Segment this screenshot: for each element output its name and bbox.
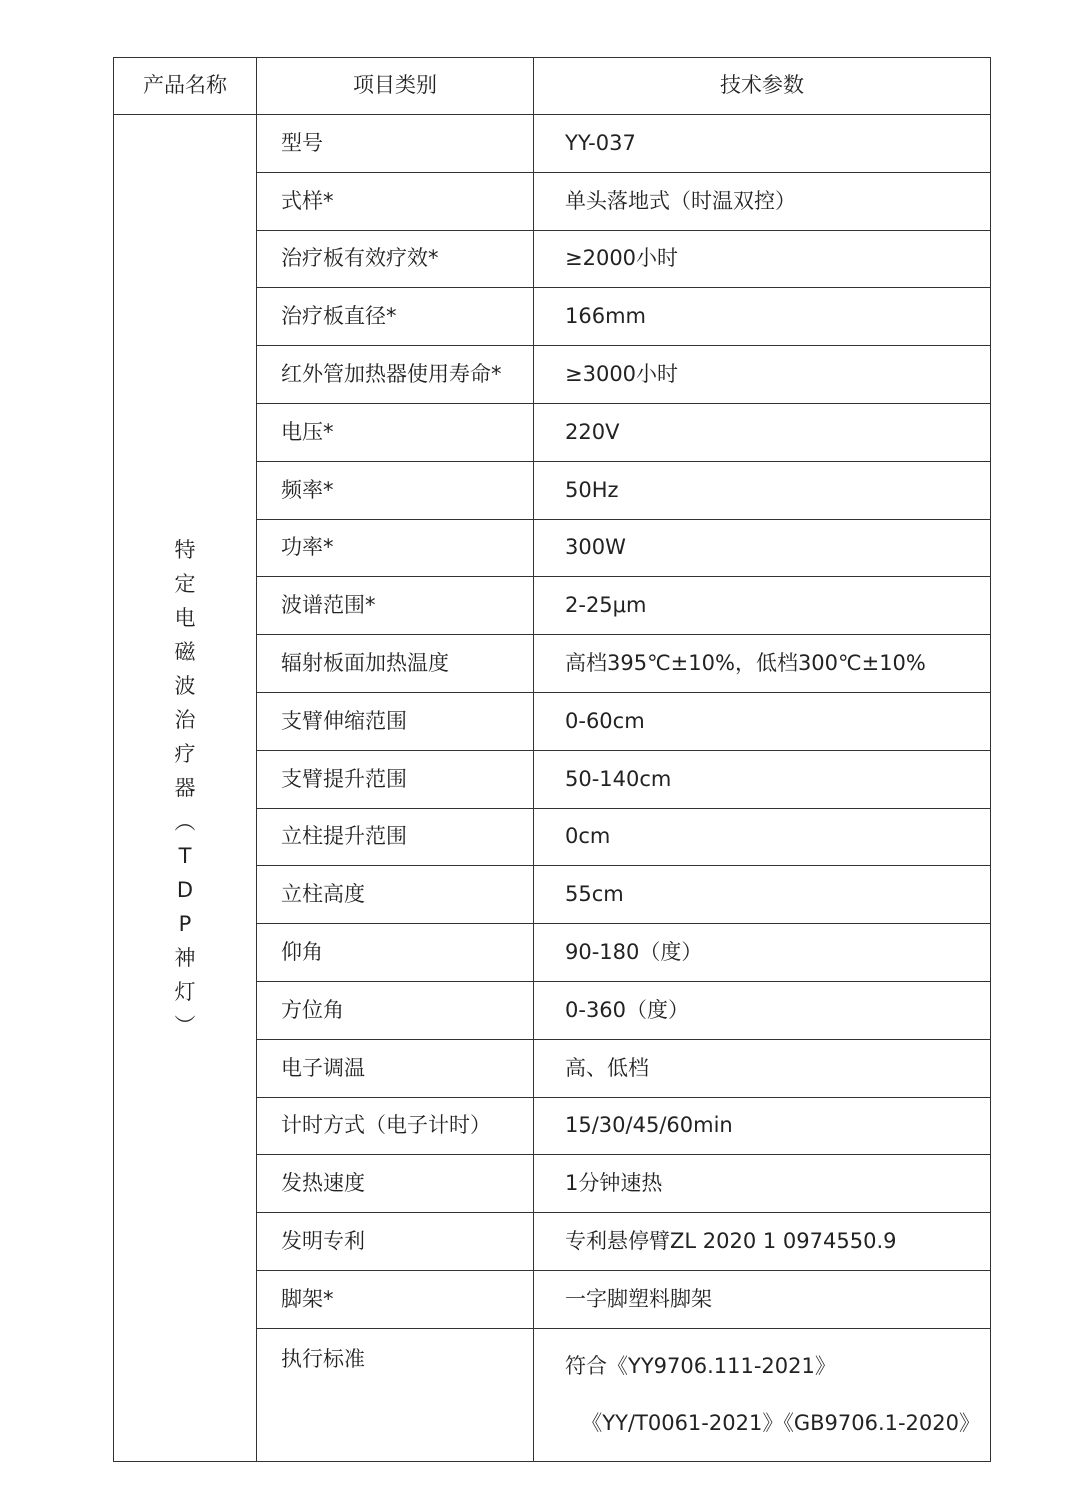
- product-name-char: 电: [174, 605, 196, 630]
- row-value: 高、低档: [534, 1039, 991, 1097]
- row-value: 90-180（度）: [534, 924, 991, 982]
- row-value: 15/30/45/60min: [534, 1097, 991, 1155]
- row-value: ≥2000小时: [534, 230, 991, 288]
- row-value: 50-140cm: [534, 750, 991, 808]
- row-category: 支臂伸缩范围: [257, 692, 534, 750]
- product-name-char: T: [178, 843, 192, 868]
- row-category: 频率*: [257, 461, 534, 519]
- spec-body: [114, 115, 991, 1462]
- row-value-line1: 符合《YY9706.111-2021》: [565, 1353, 836, 1378]
- product-name-char: 治: [174, 707, 196, 732]
- header-category: 项目类别: [257, 58, 534, 115]
- row-category: 治疗板有效疗效*: [257, 230, 534, 288]
- row-value: YY-037: [534, 115, 991, 173]
- product-name-char: D: [176, 877, 194, 902]
- row-category: 发热速度: [257, 1155, 534, 1213]
- row-category: 支臂提升范围: [257, 750, 534, 808]
- product-name-char: 疗: [174, 741, 196, 766]
- spec-table: [113, 57, 991, 1462]
- table-row: [114, 115, 991, 173]
- row-category: 发明专利: [257, 1213, 534, 1271]
- row-category: 型号: [257, 115, 534, 173]
- row-category: 辐射板面加热温度: [257, 635, 534, 693]
- header-product-name: 产品名称: [114, 58, 257, 115]
- product-name-char: ︶: [174, 1013, 196, 1038]
- row-value: 2-25μm: [534, 577, 991, 635]
- row-category: 红外管加热器使用寿命*: [257, 346, 534, 404]
- product-name: [175, 533, 196, 1043]
- row-category: 计时方式（电子计时）: [257, 1097, 534, 1155]
- row-value: 一字脚塑料脚架: [534, 1270, 991, 1328]
- row-category: 脚架*: [257, 1270, 534, 1328]
- row-value: 0-360（度）: [534, 981, 991, 1039]
- product-name-char: P: [178, 911, 192, 936]
- row-category: 电子调温: [257, 1039, 534, 1097]
- row-category: 执行标准: [257, 1328, 534, 1461]
- row-value: 166mm: [534, 288, 991, 346]
- product-name-char: ︵: [174, 809, 196, 834]
- row-value: 1分钟速热: [534, 1155, 991, 1213]
- row-value: 单头落地式（时温双控）: [534, 172, 991, 230]
- product-name-cell: [114, 115, 257, 1462]
- header-row: [114, 58, 991, 115]
- product-name-char: 灯: [174, 979, 196, 1004]
- header-params: 技术参数: [534, 58, 991, 115]
- row-value: 300W: [534, 519, 991, 577]
- product-name-char: 定: [174, 571, 196, 596]
- product-name-char: 磁: [174, 639, 196, 664]
- row-value: ≥3000小时: [534, 346, 991, 404]
- row-value: 高档395℃±10%，低档300℃±10%: [534, 635, 991, 693]
- product-name-char: 神: [174, 945, 196, 970]
- row-value: 220V: [534, 403, 991, 461]
- row-value: 0cm: [534, 808, 991, 866]
- row-category: 电压*: [257, 403, 534, 461]
- row-category: 方位角: [257, 981, 534, 1039]
- product-name-char: 波: [174, 673, 196, 698]
- row-category: 功率*: [257, 519, 534, 577]
- row-category: 立柱提升范围: [257, 808, 534, 866]
- row-category: 波谱范围*: [257, 577, 534, 635]
- product-name-char: 器: [174, 775, 196, 800]
- row-category: 立柱高度: [257, 866, 534, 924]
- row-value: 专利悬停臂ZL 2020 1 0974550.9: [534, 1213, 991, 1271]
- row-category: 式样*: [257, 172, 534, 230]
- row-value: 55cm: [534, 866, 991, 924]
- row-category: 仰角: [257, 924, 534, 982]
- product-name-char: 特: [174, 537, 196, 562]
- row-value: 0-60cm: [534, 692, 991, 750]
- row-value: 50Hz: [534, 461, 991, 519]
- row-value-line2: 《YY/T0061-2021》《GB9706.1-2020》: [581, 1410, 980, 1435]
- row-value: [534, 1328, 991, 1461]
- row-category: 治疗板直径*: [257, 288, 534, 346]
